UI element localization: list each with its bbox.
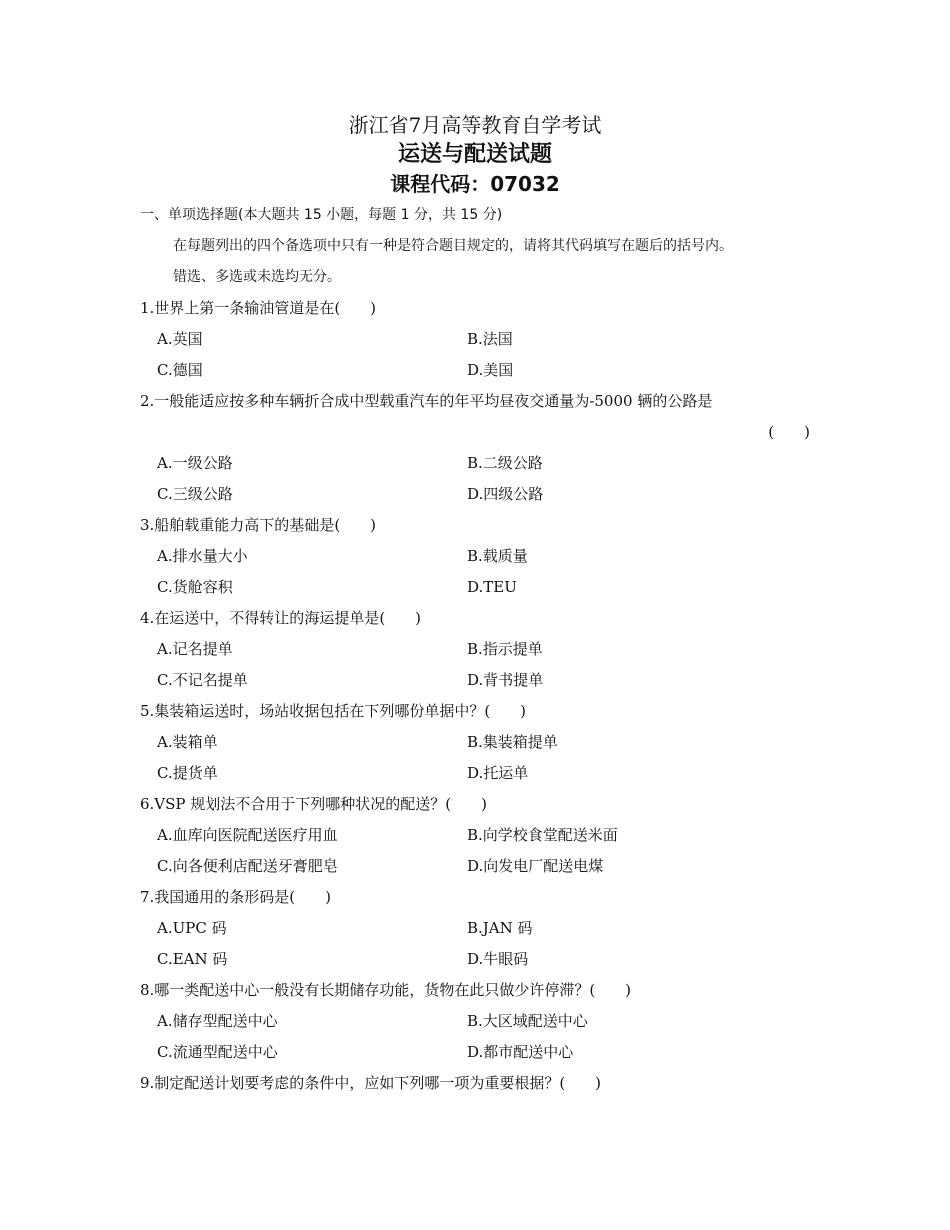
question-stem: 3.船舶载重能力高下的基础是( ) (140, 516, 377, 534)
option-row (140, 324, 820, 355)
option-c: C.提货单 (157, 764, 218, 782)
option-c: C.德国 (157, 361, 203, 379)
option-row (140, 820, 820, 851)
option-row (140, 541, 820, 572)
option-c: C.EAN 码 (157, 950, 228, 968)
option-d: D.托运单 (467, 764, 529, 782)
course-code: 课程代码：07032 (390, 172, 560, 196)
option-d: D.背书提单 (467, 671, 544, 689)
option-row (140, 944, 820, 975)
option-b: B.大区域配送中心 (467, 1012, 588, 1030)
option-c: C.向各便利店配送牙膏肥皂 (157, 857, 338, 875)
option-b: B.集装箱提单 (467, 733, 558, 751)
option-row (140, 1006, 820, 1037)
option-row (140, 572, 820, 603)
option-a: A.储存型配送中心 (157, 1012, 278, 1030)
option-b: B.向学校食堂配送米面 (467, 826, 618, 844)
option-c: C.不记名提单 (157, 671, 248, 689)
option-a: A.装箱单 (157, 733, 218, 751)
title-block (0, 110, 950, 198)
option-row (140, 355, 820, 386)
option-row (140, 634, 820, 665)
option-row (140, 758, 820, 789)
section-heading: 一、单项选择题(本大题共 15 小题，每题 1 分，共 15 分) (140, 207, 503, 223)
subject-title: 运送与配送试题 (397, 142, 552, 167)
option-row (140, 448, 820, 479)
option-b: B.指示提单 (467, 640, 543, 658)
answer-parenthesis: ( ) (768, 423, 810, 441)
question-stem: 9.制定配送计划要考虑的条件中，应如下列哪一项为重要根据？( ) (140, 1074, 602, 1092)
option-b: B.JAN 码 (467, 919, 533, 937)
option-a: A.UPC 码 (157, 919, 227, 937)
option-row (140, 1037, 820, 1068)
question-stem: 5.集装箱运送时，场站收据包括在下列哪份单据中？( ) (140, 702, 527, 720)
option-d: D.美国 (467, 361, 514, 379)
option-a: A.一级公路 (157, 454, 233, 472)
question-stem: 6.VSP 规划法不合用于下列哪种状况的配送？( ) (140, 795, 487, 813)
option-a: A.排水量大小 (157, 547, 248, 565)
exam-title: 浙江省7月高等教育自学考试 (348, 113, 602, 137)
question-section (140, 200, 820, 1099)
option-row (140, 665, 820, 696)
question-stem: 4.在运送中，不得转让的海运提单是( ) (140, 609, 422, 627)
option-row (140, 727, 820, 758)
option-a: A.记名提单 (157, 640, 233, 658)
option-d: D.向发电厂配送电煤 (467, 857, 604, 875)
question-stem: 7.我国通用的条形码是( ) (140, 888, 332, 906)
section-instruction: 在每题列出的四个备选项中只有一种是符合题目规定的，请将其代码填写在题后的括号内。 (173, 238, 733, 254)
option-b: B.二级公路 (467, 454, 543, 472)
option-d: D.TEU (467, 578, 517, 596)
section-instruction: 错选、多选或未选均无分。 (173, 269, 341, 285)
option-c: C.流通型配送中心 (157, 1043, 278, 1061)
option-d: D.都市配送中心 (467, 1043, 574, 1061)
option-row (140, 913, 820, 944)
question-stem: 8.哪一类配送中心一般没有长期储存功能，货物在此只做少许停滞？( ) (140, 981, 632, 999)
option-c: C.三级公路 (157, 485, 233, 503)
option-c: C.货舱容积 (157, 578, 233, 596)
question-stem: 2.一般能适应按多种车辆折合成中型载重汽车的年平均昼夜交通量为-5000 辆的公路是 (140, 392, 713, 410)
option-d: D.四级公路 (467, 485, 544, 503)
option-b: B.载质量 (467, 547, 528, 565)
option-row (140, 851, 820, 882)
option-d: D.牛眼码 (467, 950, 529, 968)
option-a: A.英国 (157, 330, 203, 348)
option-row (140, 479, 820, 510)
question-stem: 1.世界上第一条输油管道是在( ) (140, 299, 377, 317)
option-a: A.血库向医院配送医疗用血 (157, 826, 338, 844)
option-b: B.法国 (467, 330, 513, 348)
